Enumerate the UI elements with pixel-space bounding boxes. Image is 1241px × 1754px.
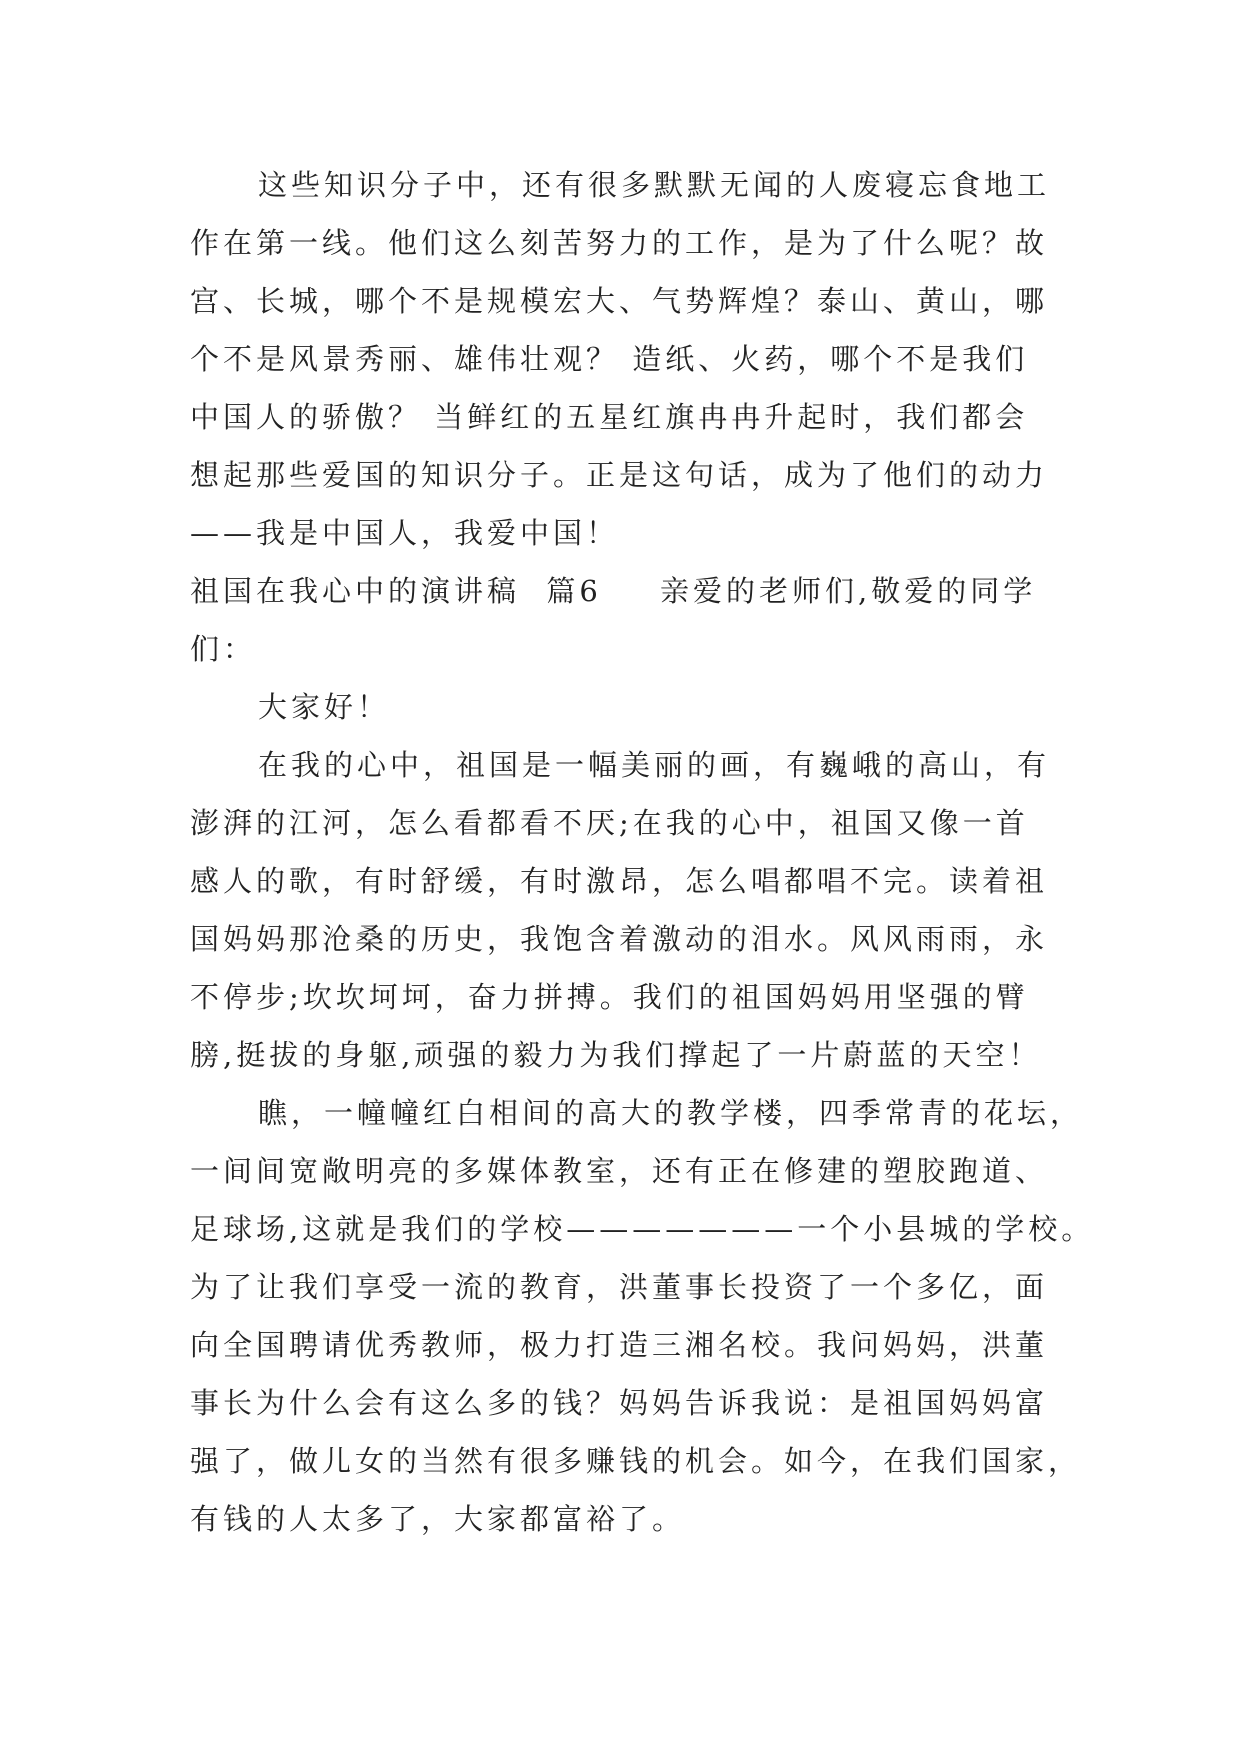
salutation: 大家好！ — [258, 690, 391, 724]
text-line: 不停步;坎坎坷坷，奋力拼搏。我们的祖国妈妈用坚强的臂 — [190, 980, 1029, 1014]
text-line: 一间间宽敞明亮的多媒体教室，还有正在修建的塑胶跑道、 — [190, 1154, 1049, 1188]
text-line: 感人的歌，有时舒缓，有时激昂，怎么唱都唱不完。读着祖 — [190, 864, 1049, 898]
greeting-line: 亲爱的老师们,敬爱的同学 — [660, 574, 1037, 608]
text-line: 强了，做儿女的当然有很多赚钱的机会。如今，在我们国家， — [190, 1444, 1082, 1478]
greeting-line: 们： — [190, 632, 257, 666]
text-line: 澎湃的江河，怎么看都看不厌;在我的心中，祖国又像一首 — [190, 806, 1029, 840]
text-line: 个不是风景秀丽、雄伟壮观？ 造纸、火药，哪个不是我们 — [190, 342, 1029, 376]
text-line: 宫、长城，哪个不是规模宏大、气势辉煌？泰山、黄山，哪 — [190, 284, 1049, 318]
text-line: 膀,挺拔的身躯,顽强的毅力为我们撑起了一片蔚蓝的天空！ — [190, 1038, 1042, 1072]
text-line: ——我是中国人，我爱中国！ — [190, 516, 620, 550]
text-line: 事长为什么会有这么多的钱？妈妈告诉我说：是祖国妈妈富 — [190, 1386, 1049, 1420]
text-line: 瞧，一幢幢红白相间的高大的教学楼，四季常青的花坛， — [258, 1096, 1084, 1130]
text-line: 国妈妈那沧桑的历史，我饱含着激动的泪水。风风雨雨，永 — [190, 922, 1049, 956]
text-line: 作在第一线。他们这么刻苦努力的工作，是为了什么呢？故 — [190, 226, 1049, 260]
text-line: 向全国聘请优秀教师，极力打造三湘名校。我问妈妈，洪董 — [190, 1328, 1049, 1362]
speech-title: 祖国在我心中的演讲稿 篇6 — [190, 574, 602, 608]
text-line: 有钱的人太多了，大家都富裕了。 — [190, 1502, 686, 1536]
text-line: 足球场,这就是我们的学校———————一个小县城的学校。 — [190, 1212, 1095, 1246]
text-line: 中国人的骄傲？ 当鲜红的五星红旗冉冉升起时，我们都会 — [190, 400, 1029, 434]
text-line: 这些知识分子中，还有很多默默无闻的人废寝忘食地工 — [258, 168, 1051, 202]
text-line: 在我的心中，祖国是一幅美丽的画，有巍峨的高山，有 — [258, 748, 1051, 782]
text-line: 想起那些爱国的知识分子。正是这句话，成为了他们的动力 — [190, 458, 1049, 492]
text-line: 为了让我们享受一流的教育，洪董事长投资了一个多亿，面 — [190, 1270, 1049, 1304]
